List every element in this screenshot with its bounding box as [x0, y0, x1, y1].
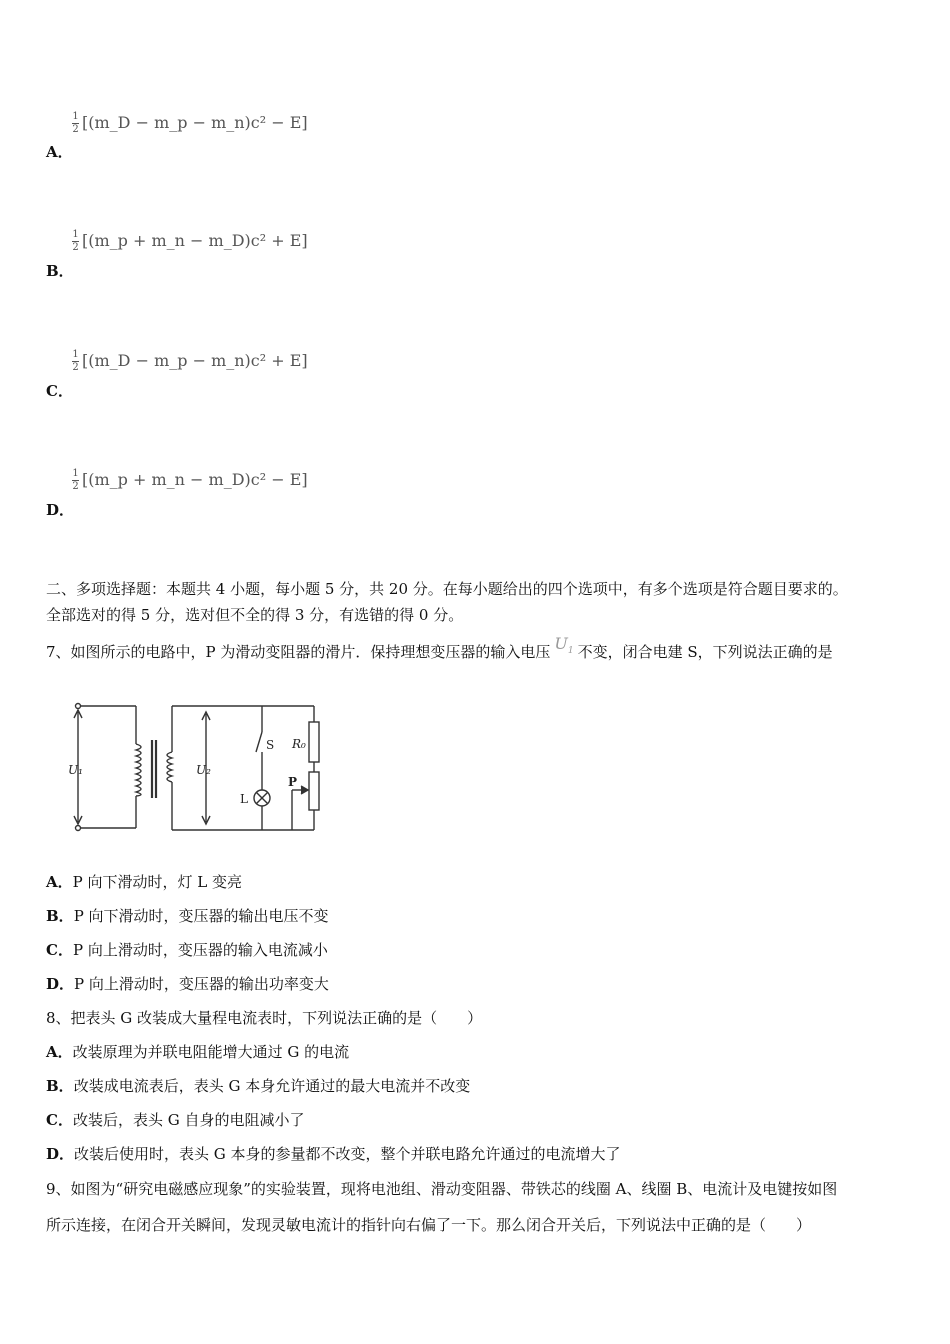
- q9-stem-line1: 9、如图为“研究电磁感应现象”的实验装置，现将电池组、滑动变阻器、带铁芯的线圈 A、线圈 B、电流计及电键按如图: [46, 1180, 838, 1198]
- label-u2: U₂: [196, 763, 211, 777]
- terminal-bottom: [76, 826, 81, 831]
- label-l: L: [240, 792, 248, 806]
- option-letter-d: D．: [46, 501, 75, 519]
- resistor-r0: [309, 722, 319, 762]
- q7-stem: [46, 634, 833, 670]
- option-letter-b: B．: [46, 262, 74, 280]
- label-r0: R₀: [292, 737, 306, 751]
- q7-option-d: D．P 向上滑动时，变压器的输出功率变大: [46, 975, 329, 993]
- fraction-half: $\frac{1}{2}$: [72, 349, 79, 373]
- q8-option-b: B．改装成电流表后，表头 G 本身允许通过的最大电流并不改变: [46, 1077, 471, 1095]
- u1-symbol: $U_1$: [554, 634, 574, 657]
- circuit-diagram: [68, 700, 338, 836]
- terminal-top: [76, 704, 81, 709]
- option-letter-a: A．: [46, 143, 73, 161]
- section2-line2: 全部选对的得 5 分，选对但不全的得 3 分，有选错的得 0 分。: [46, 606, 464, 624]
- label-p: P: [288, 775, 298, 789]
- fraction-half: $\frac{1}{2}$: [72, 468, 79, 492]
- q8-option-a: A．改装原理为并联电阻能增大通过 G 的电流: [46, 1043, 350, 1061]
- q7-option-b: B．P 向下滑动时，变压器的输出电压不变: [46, 907, 329, 925]
- fraction-half: $\frac{1}{2}$: [72, 229, 79, 253]
- q7-stem-pre: 7、如图所示的电路中，P 为滑动变阻器的滑片．保持理想变压器的输入电压: [46, 643, 551, 661]
- formula-d: $\frac{1}{2}$ [(m_p + m_n − m_D)c² − E]: [72, 468, 308, 492]
- formula-b: $\frac{1}{2}$ [(m_p + m_n − m_D)c² + E]: [72, 229, 308, 253]
- label-s: S: [266, 738, 275, 752]
- rheostat: [309, 772, 319, 810]
- q7-option-c: C．P 向上滑动时，变压器的输入电流减小: [46, 941, 328, 959]
- primary-coil: [136, 744, 141, 796]
- q8-stem: 8、把表头 G 改装成大量程电流表时，下列说法正确的是（ ）: [46, 1009, 483, 1027]
- q8-option-d: D．改装后使用时，表头 G 本身的参量都不改变，整个并联电路允许通过的电流增大了: [46, 1145, 621, 1163]
- formula-c: $\frac{1}{2}$ [(m_D − m_p − m_n)c² + E]: [72, 349, 308, 373]
- q7-option-a: A．P 向下滑动时，灯 L 变亮: [46, 873, 242, 891]
- label-u1: U₁: [68, 763, 83, 777]
- secondary-coil: [167, 752, 172, 782]
- switch-s: [256, 732, 262, 752]
- fraction-half: $\frac{1}{2}$: [72, 111, 79, 135]
- formula-a: $\frac{1}{2}$ [(m_D − m_p − m_n)c² − E]: [72, 111, 308, 135]
- section2-line1: 二、多项选择题：本题共 4 小题，每小题 5 分，共 20 分。在每小题给出的四个选项中，有多个选项是符合题目要求的。: [46, 580, 848, 598]
- option-letter-c: C．: [46, 382, 73, 400]
- q9-stem-line2: 所示连接，在闭合开关瞬间，发现灵敏电流计的指针向右偏了一下。那么闭合开关后，下列说法中正确的是（ ）: [46, 1216, 812, 1234]
- q7-stem-post: 不变，闭合电建 S，下列说法正确的是: [577, 643, 833, 661]
- q8-option-c: C．改装后，表头 G 自身的电阻减小了: [46, 1111, 305, 1129]
